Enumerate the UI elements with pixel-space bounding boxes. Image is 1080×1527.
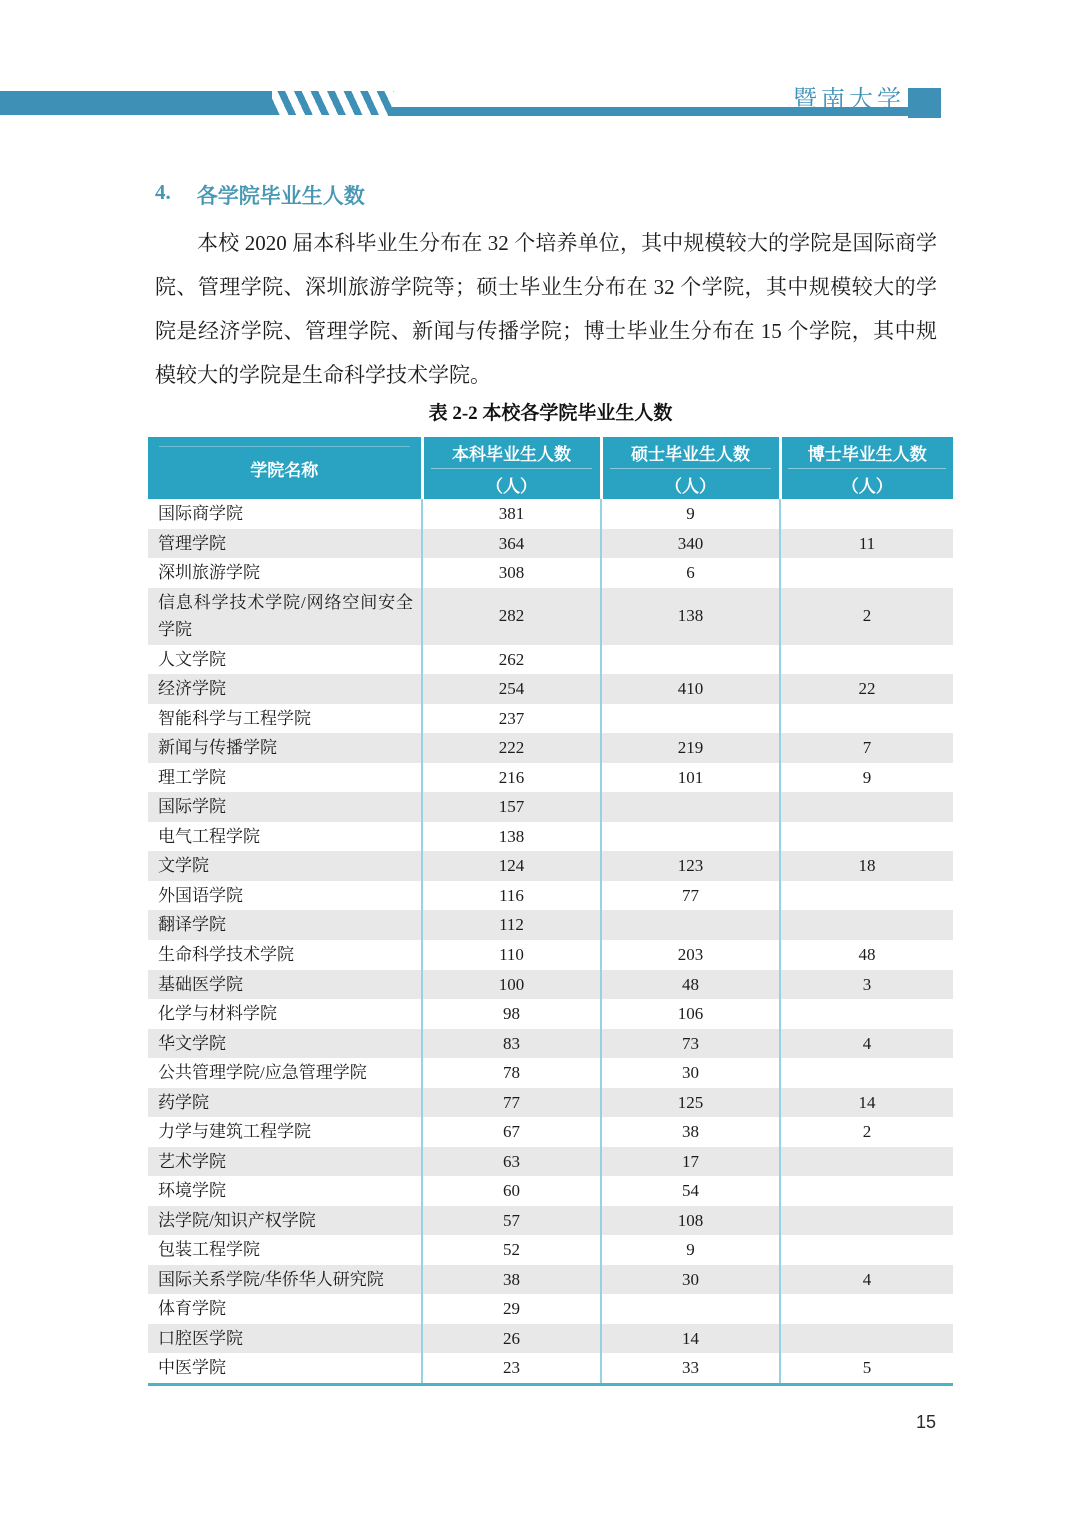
cell-doctor-count: 4 <box>780 1265 953 1295</box>
cell-master-count: 9 <box>601 1235 780 1265</box>
cell-undergrad-count: 26 <box>422 1324 601 1354</box>
cell-undergrad-count: 77 <box>422 1088 601 1118</box>
cell-master-count <box>601 910 780 940</box>
cell-college-name: 文学院 <box>158 856 209 876</box>
table-row <box>148 940 953 970</box>
cell-undergrad-count: 60 <box>422 1176 601 1206</box>
cell-college-name: 翻译学院 <box>158 915 226 935</box>
cell-college-name: 电气工程学院 <box>158 826 260 846</box>
cell-doctor-count: 48 <box>780 940 953 970</box>
cell-undergrad-count: 52 <box>422 1235 601 1265</box>
cell-undergrad-count: 138 <box>422 822 601 852</box>
cell-college-name: 智能科学与工程学院 <box>158 708 311 728</box>
cell-college-name: 国际关系学院/华侨华人研究院 <box>158 1269 384 1289</box>
section-heading <box>155 180 365 210</box>
cell-college-name: 国际学院 <box>158 797 226 817</box>
cell-master-count: 6 <box>601 558 780 588</box>
column-header-doctor: 博士毕业生人数 （人） <box>780 437 953 499</box>
table-row <box>148 1088 953 1118</box>
cell-undergrad-count: 157 <box>422 792 601 822</box>
cell-master-count: 138 <box>601 588 780 645</box>
cell-master-count <box>601 645 780 675</box>
table-row <box>148 674 953 704</box>
table-row <box>148 1029 953 1059</box>
cell-undergrad-count: 308 <box>422 558 601 588</box>
cell-master-count <box>601 822 780 852</box>
cell-undergrad-count: 254 <box>422 674 601 704</box>
cell-college-name: 环境学院 <box>158 1181 226 1201</box>
cell-doctor-count: 2 <box>780 588 953 645</box>
cell-doctor-count <box>780 558 953 588</box>
cell-doctor-count: 2 <box>780 1117 953 1147</box>
cell-doctor-count <box>780 792 953 822</box>
body-paragraph: 本校 2020 届本科毕业生分布在 32 个培养单位，其中规模较大的学院是国际商学院、管理学院、深圳旅游学院等；硕士毕业生分布在 32 个学院，其中规模较大的学院是经济学院、管理学院、新闻与传播学院；博士毕业生分布在 15 个学院，其中规模较大的学院是生命科学技术学院。 <box>155 231 937 387</box>
cell-college-name: 公共管理学院/应急管理学院 <box>158 1063 367 1083</box>
cell-college-name: 化学与材料学院 <box>158 1004 277 1024</box>
cell-master-count: 9 <box>601 499 780 529</box>
cell-master-count: 125 <box>601 1088 780 1118</box>
table-row <box>148 910 953 940</box>
table-header <box>148 437 953 499</box>
table-row <box>148 529 953 559</box>
cell-doctor-count: 22 <box>780 674 953 704</box>
table-row <box>148 763 953 793</box>
cell-undergrad-count: 364 <box>422 529 601 559</box>
cell-doctor-count <box>780 910 953 940</box>
cell-master-count: 38 <box>601 1117 780 1147</box>
cell-doctor-count <box>780 1147 953 1177</box>
cell-college-name: 华文学院 <box>158 1033 226 1053</box>
cell-undergrad-count: 112 <box>422 910 601 940</box>
table-row <box>148 1294 953 1324</box>
cell-master-count <box>601 1294 780 1324</box>
cell-college-name: 管理学院 <box>158 533 226 553</box>
cell-college-name: 外国语学院 <box>158 885 243 905</box>
cell-master-count: 30 <box>601 1265 780 1295</box>
cell-doctor-count: 3 <box>780 970 953 1000</box>
cell-college-name: 新闻与传播学院 <box>158 738 277 758</box>
cell-undergrad-count: 38 <box>422 1265 601 1295</box>
cell-undergrad-count: 237 <box>422 704 601 734</box>
table-row <box>148 1265 953 1295</box>
cell-undergrad-count: 100 <box>422 970 601 1000</box>
cell-master-count <box>601 792 780 822</box>
cell-college-name: 中医学院 <box>158 1358 226 1378</box>
cell-undergrad-count: 63 <box>422 1147 601 1177</box>
cell-doctor-count: 14 <box>780 1088 953 1118</box>
university-name: 暨南大学 <box>793 87 905 113</box>
cell-undergrad-count: 57 <box>422 1206 601 1236</box>
table-row <box>148 588 953 645</box>
section-title: 各学院毕业生人数 <box>196 184 365 208</box>
cell-master-count: 108 <box>601 1206 780 1236</box>
cell-doctor-count <box>780 1324 953 1354</box>
cell-college-name: 药学院 <box>158 1092 209 1112</box>
cell-undergrad-count: 222 <box>422 733 601 763</box>
table-row <box>148 792 953 822</box>
cell-master-count: 219 <box>601 733 780 763</box>
cell-master-count <box>601 704 780 734</box>
cell-doctor-count <box>780 1235 953 1265</box>
header-inner-line <box>788 468 946 469</box>
cell-college-name: 力学与建筑工程学院 <box>158 1122 311 1142</box>
column-header-master: 硕士毕业生人数 （人） <box>601 437 780 499</box>
cell-doctor-count <box>780 704 953 734</box>
cell-master-count: 30 <box>601 1058 780 1088</box>
cell-undergrad-count: 29 <box>422 1294 601 1324</box>
cell-undergrad-count: 381 <box>422 499 601 529</box>
table-row <box>148 704 953 734</box>
column-header-college: 学院名称 <box>148 437 422 499</box>
graduates-table-wrap <box>148 437 953 1386</box>
cell-doctor-count <box>780 881 953 911</box>
cell-undergrad-count: 110 <box>422 940 601 970</box>
cell-undergrad-count: 67 <box>422 1117 601 1147</box>
table-row <box>148 558 953 588</box>
graduates-table <box>148 437 953 1383</box>
cell-undergrad-count: 23 <box>422 1353 601 1383</box>
table-body <box>148 499 953 1383</box>
cell-master-count: 73 <box>601 1029 780 1059</box>
table-row <box>148 1117 953 1147</box>
column-header-undergrad: 本科毕业生人数 （人） <box>422 437 601 499</box>
cell-master-count: 48 <box>601 970 780 1000</box>
table-row <box>148 1324 953 1354</box>
cell-master-count: 33 <box>601 1353 780 1383</box>
cell-undergrad-count: 78 <box>422 1058 601 1088</box>
table-row <box>148 851 953 881</box>
table-row <box>148 881 953 911</box>
table-row <box>148 499 953 529</box>
section-number: 4. <box>155 180 171 204</box>
cell-doctor-count <box>780 499 953 529</box>
cell-college-name: 口腔医学院 <box>158 1328 243 1348</box>
table-row <box>148 733 953 763</box>
cell-doctor-count: 4 <box>780 1029 953 1059</box>
cell-doctor-count: 7 <box>780 733 953 763</box>
table-title: 表 2-2 本校各学院毕业生人数 <box>428 403 673 424</box>
cell-master-count: 106 <box>601 999 780 1029</box>
cell-doctor-count <box>780 1176 953 1206</box>
cell-doctor-count <box>780 822 953 852</box>
header-bar-thick <box>0 91 272 115</box>
cell-college-name: 人文学院 <box>158 649 226 669</box>
cell-doctor-count <box>780 645 953 675</box>
cell-master-count: 101 <box>601 763 780 793</box>
cell-college-name: 艺术学院 <box>158 1151 226 1171</box>
cell-master-count: 123 <box>601 851 780 881</box>
cell-master-count: 340 <box>601 529 780 559</box>
cell-college-name: 包装工程学院 <box>158 1240 260 1260</box>
cell-college-name: 国际商学院 <box>158 504 243 523</box>
header-inner-line <box>610 468 772 469</box>
cell-college-name: 法学院/知识产权学院 <box>158 1210 316 1230</box>
cell-doctor-count: 11 <box>780 529 953 559</box>
cell-doctor-count <box>780 1294 953 1324</box>
cell-undergrad-count: 98 <box>422 999 601 1029</box>
cell-master-count: 410 <box>601 674 780 704</box>
cell-master-count: 203 <box>601 940 780 970</box>
cell-doctor-count: 5 <box>780 1353 953 1383</box>
cell-doctor-count <box>780 999 953 1029</box>
cell-college-name: 体育学院 <box>158 1299 226 1319</box>
cell-college-name: 理工学院 <box>158 767 226 787</box>
header-inner-line <box>159 446 410 447</box>
table-row <box>148 645 953 675</box>
cell-undergrad-count: 83 <box>422 1029 601 1059</box>
table-row <box>148 822 953 852</box>
header-inner-line <box>431 468 593 469</box>
page-number: 15 <box>916 1412 937 1432</box>
cell-doctor-count <box>780 1206 953 1236</box>
cell-college-name: 生命科学技术学院 <box>158 944 294 964</box>
cell-undergrad-count: 282 <box>422 588 601 645</box>
header-bar-square <box>908 88 941 118</box>
cell-college-name: 深圳旅游学院 <box>158 563 260 583</box>
cell-master-count: 54 <box>601 1176 780 1206</box>
table-row <box>148 1353 953 1383</box>
cell-master-count: 14 <box>601 1324 780 1354</box>
table-row <box>148 1058 953 1088</box>
table-row <box>148 970 953 1000</box>
cell-master-count: 17 <box>601 1147 780 1177</box>
header-bar-diagonal-stripes <box>272 91 394 115</box>
table-row <box>148 999 953 1029</box>
cell-doctor-count: 18 <box>780 851 953 881</box>
cell-college-name: 经济学院 <box>158 679 226 699</box>
cell-undergrad-count: 216 <box>422 763 601 793</box>
table-row <box>148 1147 953 1177</box>
cell-college-name: 信息科学技术学院/网络空间安全学院 <box>158 592 413 640</box>
cell-doctor-count <box>780 1058 953 1088</box>
table-row <box>148 1176 953 1206</box>
cell-undergrad-count: 116 <box>422 881 601 911</box>
cell-undergrad-count: 124 <box>422 851 601 881</box>
cell-master-count: 77 <box>601 881 780 911</box>
cell-undergrad-count: 262 <box>422 645 601 675</box>
cell-doctor-count: 9 <box>780 763 953 793</box>
table-row <box>148 1206 953 1236</box>
cell-college-name: 基础医学院 <box>158 974 243 994</box>
table-row <box>148 1235 953 1265</box>
